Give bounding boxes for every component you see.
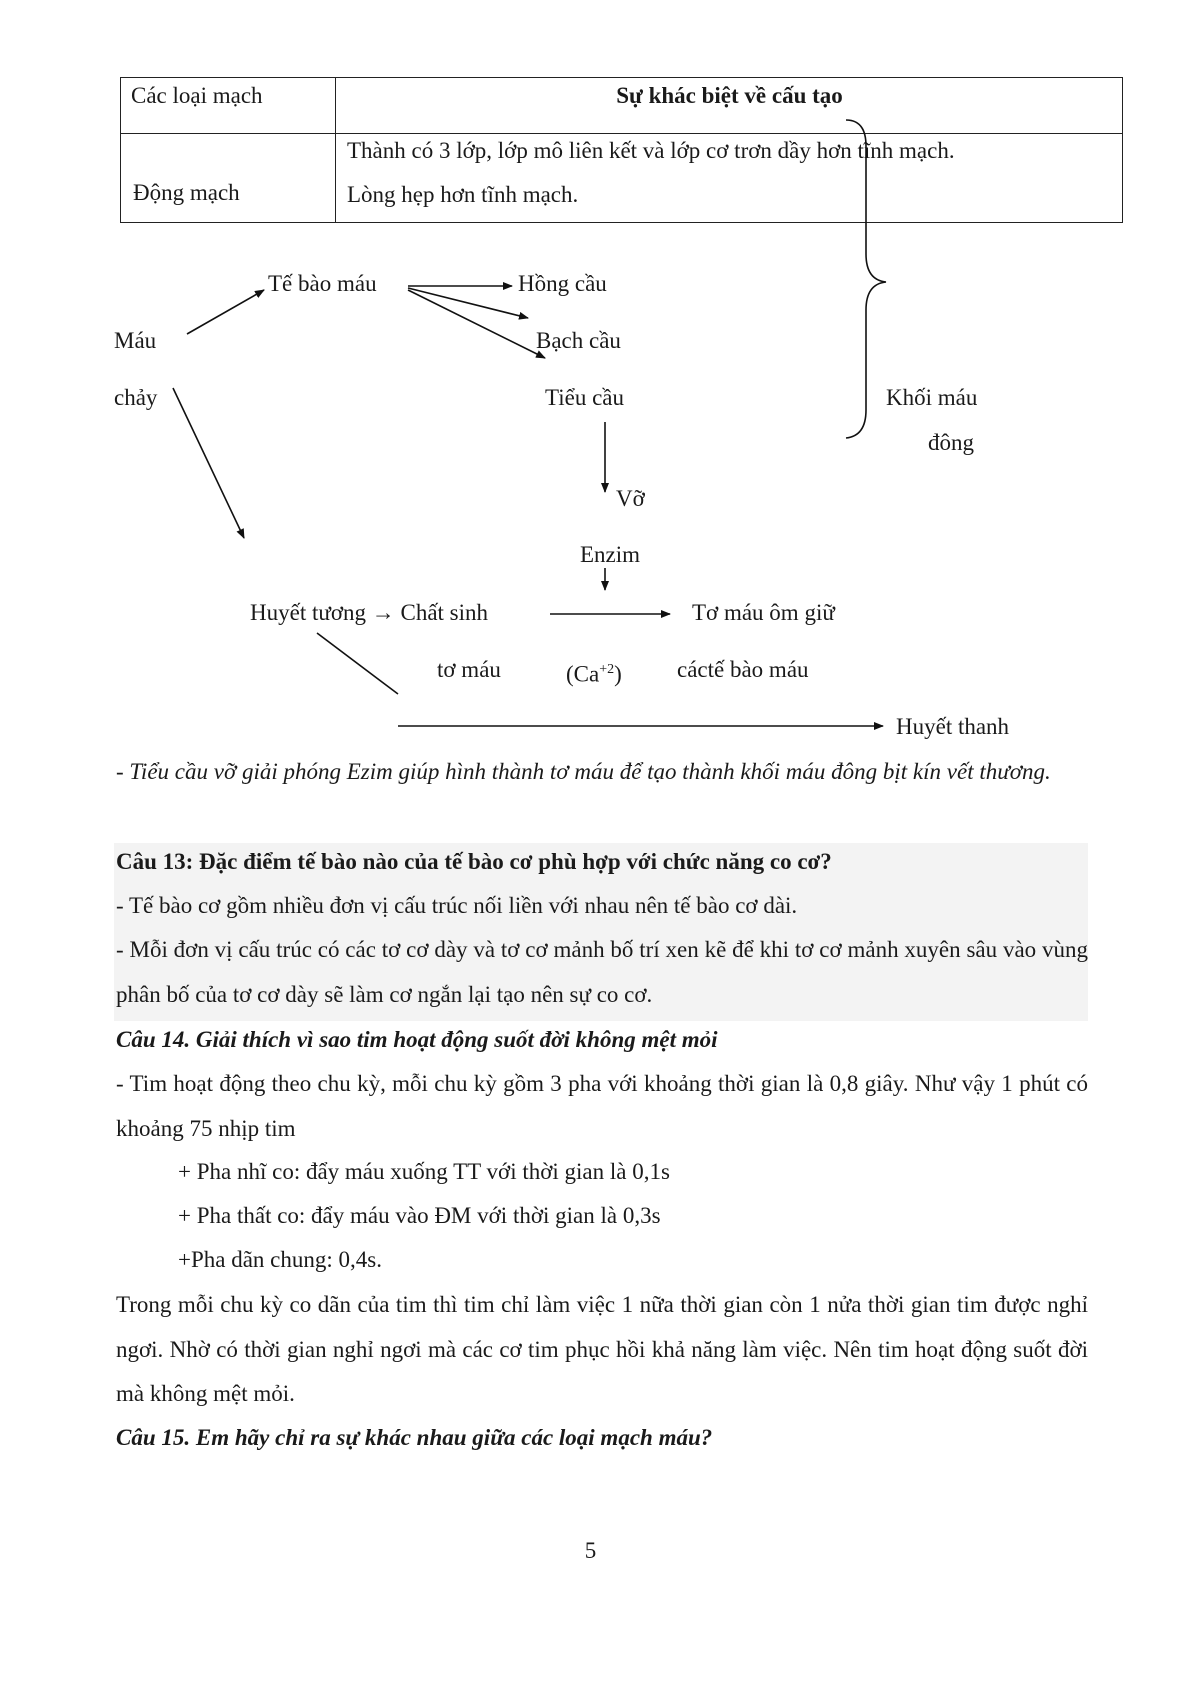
q14-paragraph2: Trong mỗi chu kỳ co dãn của tim thì tim chỉ làm việc 1 nữa thời gian còn 1 nửa thời gian tim được nghỉ ngơi. Nhờ có thời gian nghỉ ngơi mà các cơ tim phục hồi khả năng làm việc. Nên tim hoạt động suốt đời mà không mệt mỏi.	[116, 1292, 1088, 1406]
q14-bullet2: + Pha thất co: đẩy máu vào ĐM với thời gian là 0,3s	[178, 1203, 661, 1228]
label-huyet-thanh: Huyết thanh	[896, 714, 1010, 739]
q14-bullet1: + Pha nhĩ co: đẩy máu xuống TT với thời gian là 0,1s	[178, 1159, 670, 1184]
q14-title: Câu 14. Giải thích vì sao tim hoạt động suốt đời không mệt mỏi	[116, 1027, 718, 1052]
q15-title: Câu 15. Em hãy chỉ ra sự khác nhau giữa các loại mạch máu?	[116, 1425, 713, 1450]
label-enzim: Enzim	[580, 542, 641, 567]
diagram-note: - Tiểu cầu vỡ giải phóng Ezim giúp hình thành tơ máu để tạo thành khối máu đông bịt kín vết thương.	[116, 759, 1051, 784]
table-header-structure-difference: Sự khác biệt về cấu tạo	[616, 83, 843, 108]
q13-title: Câu 13: Đặc điểm tế bào nào của tế bào cơ phù hợp với chức năng co cơ?	[116, 849, 832, 874]
arrow-mau-chay-to-huyet-tuong	[173, 388, 244, 538]
arrow-to-tieu-cau	[408, 290, 545, 358]
label-dong: đông	[928, 430, 974, 455]
q14-bullet3: +Pha dãn chung: 0,4s.	[178, 1247, 382, 1272]
label-te-bao-mau: Tế bào máu	[268, 271, 377, 296]
table-cell-artery-structure-line2: Lòng hẹp hơn tĩnh mạch.	[347, 182, 579, 207]
label-chay: chảy	[114, 385, 158, 410]
curly-brace	[846, 120, 886, 438]
label-to-mau-om-giu: Tơ máu ôm giữ	[692, 600, 835, 625]
label-cac-te-bao-mau: cáctế bào máu	[677, 657, 809, 682]
table-header-vessel-type: Các loại mạch	[131, 83, 263, 108]
arrow-mau-to-te-bao-mau	[187, 290, 264, 334]
table-cell-artery-structure-line1: Thành có 3 lớp, lớp mô liên kết và lớp cơ trơn dầy hơn tĩnh mạch.	[347, 138, 955, 163]
label-hong-cau: Hồng cầu	[518, 271, 607, 296]
arrow-to-bach-cau	[408, 288, 528, 318]
line-huyet-tuong-diagonal	[317, 633, 398, 694]
label-tieu-cau: Tiểu cầu	[545, 385, 625, 410]
q13-line1: - Tế bào cơ gồm nhiều đơn vị cấu trúc nối liền với nhau nên tế bào cơ dài.	[116, 893, 798, 918]
label-mau: Máu	[114, 328, 157, 353]
label-khoi-mau: Khối máu	[886, 385, 978, 410]
q13-line2: - Mỗi đơn vị cấu trúc có các tơ cơ dày và tơ cơ mảnh bố trí xen kẽ để khi tơ cơ mảnh xuyên sâu vào vùng phân bố của tơ cơ dày sẽ làm cơ ngắn lại tạo nên sự co cơ.	[116, 937, 1088, 1007]
label-huyet-tuong-chat-sinh: Huyết tương → Chất sinh	[250, 600, 489, 625]
blood-clotting-diagram	[0, 0, 1181, 760]
table-cell-artery: Động mạch	[133, 180, 240, 205]
page-number: 5	[584, 1538, 597, 1563]
q14-paragraph1: - Tim hoạt động theo chu kỳ, mỗi chu kỳ gồm 3 pha với khoảng thời gian là 0,8 giây. Như vậy 1 phút có khoảng 75 nhịp tim	[116, 1071, 1088, 1141]
label-to-mau: tơ máu	[437, 657, 501, 682]
label-calcium: $(Ca^{+2})$	[566, 661, 622, 687]
label-bach-cau: Bạch cầu	[536, 328, 621, 353]
label-vo: Vỡ	[616, 486, 645, 511]
